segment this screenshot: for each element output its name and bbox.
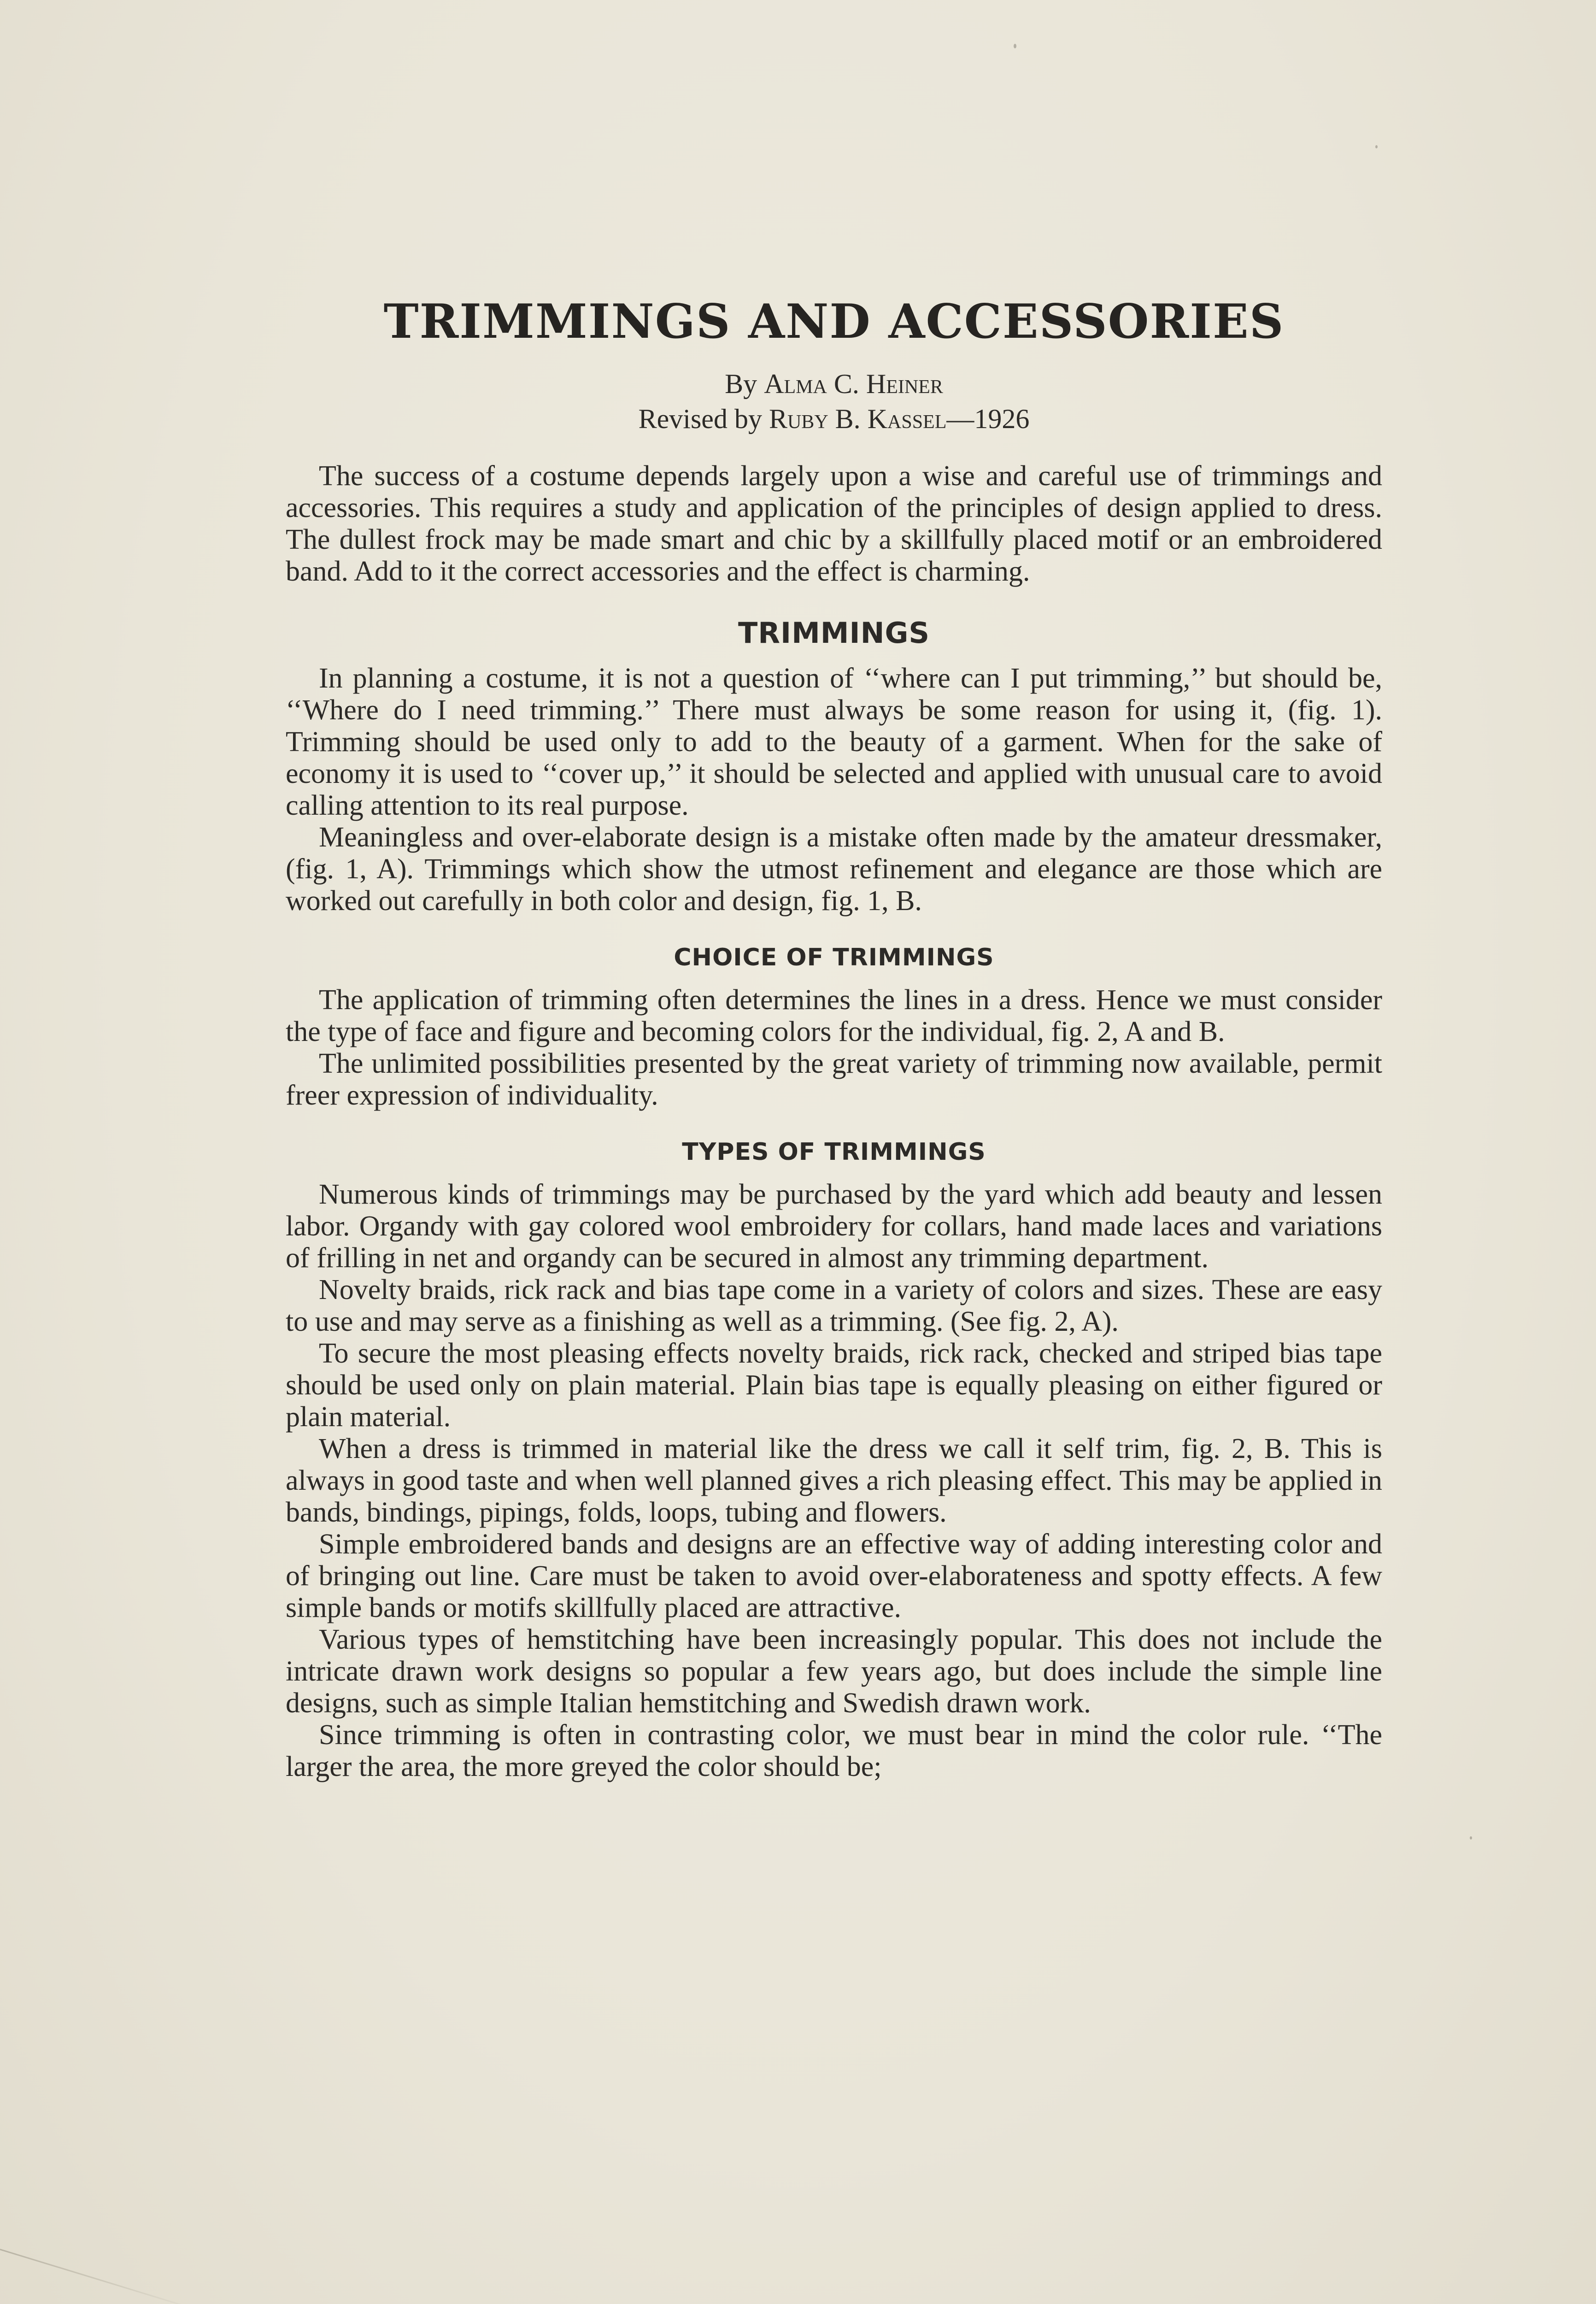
revised-year: —1926 bbox=[946, 404, 1030, 435]
paragraph: Meaningless and over-elaborate design is a mistake often made by the amateur dressmaker, (fig. 1, A). Trimmings which show the utmost refinement and elegance are those which are worked out carefully in both color and design, fig. 1, B. bbox=[286, 822, 1382, 917]
paragraph: To secure the most pleasing effects novelty braids, rick rack, checked and striped bias tape should be used only on plain material. Plain bias tape is equally pleasing on either figured or plain material. bbox=[286, 1338, 1382, 1433]
section-choice-of-trimmings bbox=[286, 944, 1382, 1111]
paragraph: When a dress is trimmed in material like the dress we call it self trim, fig. 2, B. This is always in good taste and when well planned gives a rich pleasing effect. This may be applied in bands, bindings, pipings, folds, loops, tubing and flowers. bbox=[286, 1433, 1382, 1528]
paragraph: Numerous kinds of trimmings may be purchased by the yard which add beauty and lessen labor. Organdy with gay colored wool embroidery for collars, hand made laces and variations of frilling in net and organdy can be secured in almost any trimming department. bbox=[286, 1179, 1382, 1274]
author-line bbox=[286, 366, 1382, 401]
paper-speck bbox=[1470, 1836, 1472, 1840]
author-name: Alma C. Heiner bbox=[764, 369, 943, 400]
reviser-line bbox=[286, 401, 1382, 436]
paper-speck bbox=[1375, 145, 1378, 148]
revised-prefix: Revised by bbox=[638, 404, 762, 435]
section-heading: TYPES OF TRIMMINGS bbox=[682, 1138, 986, 1166]
paragraph: Novelty braids, rick rack and bias tape come in a variety of colors and sizes. These are easy to use and may serve as a finishing as well as a trimming. (See fig. 2, A). bbox=[286, 1274, 1382, 1338]
paragraph: The unlimited possibilities presented by the great variety of trimming now available, permit freer expression of individuality. bbox=[286, 1048, 1382, 1111]
document-body bbox=[286, 295, 1382, 1783]
section-types-of-trimmings bbox=[286, 1138, 1382, 1783]
section-trimmings bbox=[286, 616, 1382, 917]
section-heading: CHOICE OF TRIMMINGS bbox=[674, 944, 994, 972]
intro-paragraph: The success of a costume depends largely upon a wise and careful use of trimmings and accessories. This requires a study and application of the principles of design applied to dress. The dullest frock may be made smart and chic by a skillfully placed motif or an embroidered band. Add to it the correct accessories and the effect is charming. bbox=[286, 460, 1382, 588]
paragraph: The application of trimming often determines the lines in a dress. Hence we must consider the type of face and figure and becoming colors for the individual, fig. 2, A and B. bbox=[286, 984, 1382, 1048]
byline bbox=[286, 366, 1382, 436]
paragraph: Various types of hemstitching have been increasingly popular. This does not include the intricate drawn work designs so popular a few years ago, but does include the simple line designs, such as simple Italian hemstitching and Swedish drawn work. bbox=[286, 1624, 1382, 1719]
paragraph: In planning a costume, it is not a question of ‘‘where can I put trimming,’’ but should be, ‘‘Where do I need trimming.’’ There must always be some reason for using it, (fig. 1). Trimming should be used only to add to the beauty of a garment. When for the sake of economy it is used to ‘‘cover up,’’ it should be selected and applied with unusual care to avoid calling attention to its real purpose. bbox=[286, 663, 1382, 822]
paragraph: Since trimming is often in contrasting color, we must bear in mind the color rule. ‘‘The larger the area, the more greyed the color should be; bbox=[286, 1719, 1382, 1783]
paper-speck bbox=[1014, 44, 1016, 48]
document-title: TRIMMINGS AND ACCESSORIES bbox=[383, 294, 1285, 349]
paragraph: Simple embroidered bands and designs are an effective way of adding interesting color and of bringing out line. Care must be taken to avoid over-elaborateness and spotty effects. A few simple bands or motifs skillfully placed are attractive. bbox=[286, 1528, 1382, 1624]
by-prefix: By bbox=[725, 369, 757, 400]
reviser-name: Ruby B. Kassel bbox=[769, 404, 947, 435]
section-heading: TRIMMINGS bbox=[738, 616, 930, 650]
